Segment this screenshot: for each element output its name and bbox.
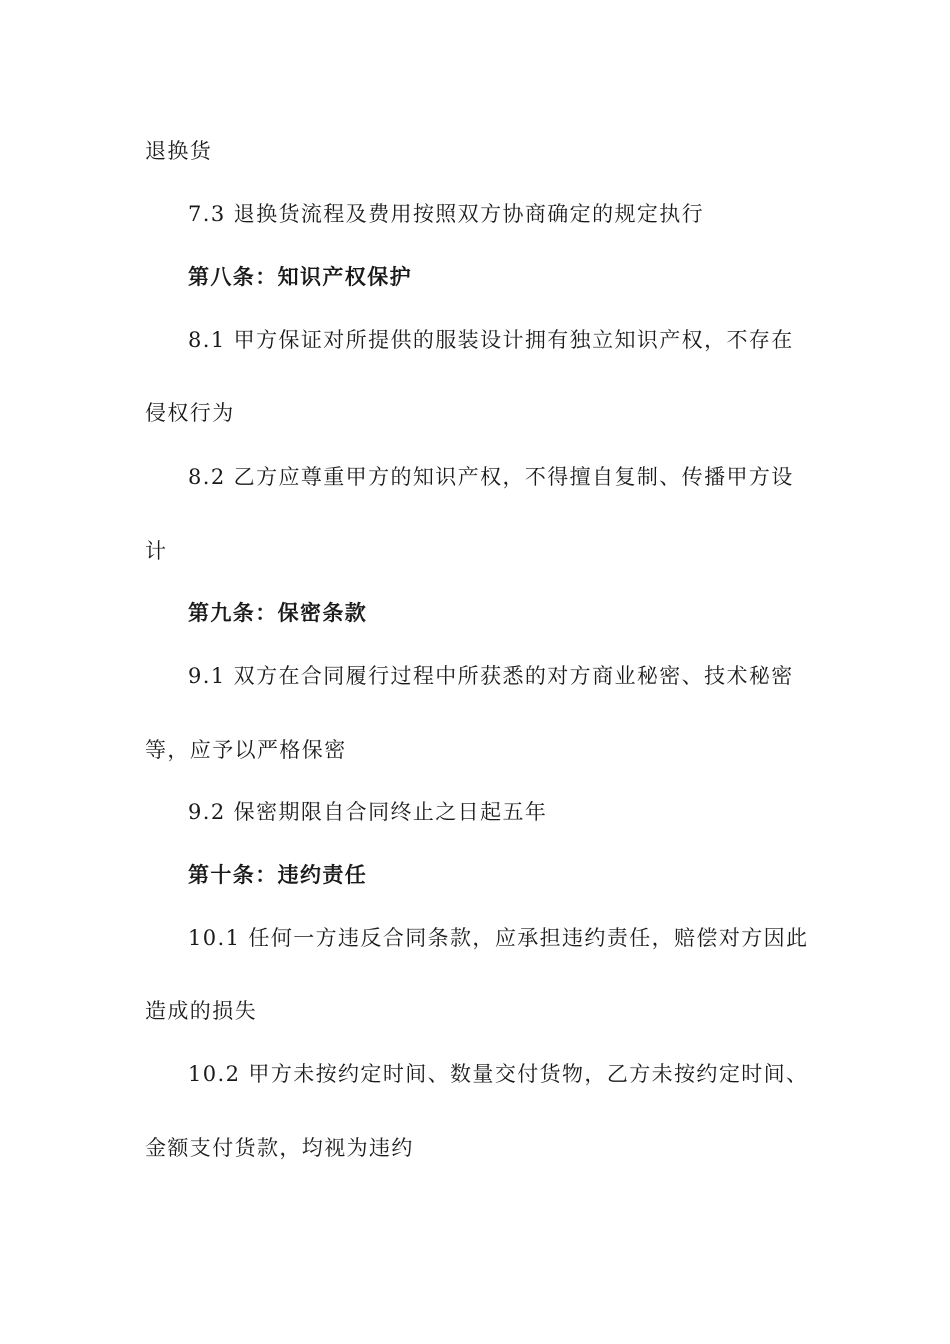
clause-10-2: 10.2 甲方未按约定时间、数量交付货物，乙方未按约定时间、 [188,1062,809,1086]
clause-8-1: 8.1 甲方保证对所提供的服装设计拥有独立知识产权，不存在 [188,328,794,352]
clause-10-2-continuation: 金额支付货款，均视为违约 [145,1136,414,1160]
clause-9-2: 9.2 保密期限自合同终止之日起五年 [188,800,548,824]
clause-9-1-continuation: 等，应予以严格保密 [145,738,347,762]
article-8-heading: 第八条：知识产权保护 [188,264,412,289]
article-9-heading: 第九条：保密条款 [188,600,368,625]
paragraph-continuation: 退换货 [145,139,213,163]
clause-10-1: 10.1 任何一方违反合同条款，应承担违约责任，赔偿对方因此 [188,926,809,950]
clause-9-1: 9.1 双方在合同履行过程中所获悉的对方商业秘密、技术秘密 [188,664,794,688]
article-10-heading: 第十条：违约责任 [188,862,368,887]
clause-8-2-continuation: 计 [145,539,168,563]
clause-10-1-continuation: 造成的损失 [145,999,257,1023]
clause-8-1-continuation: 侵权行为 [145,401,235,425]
clause-8-2: 8.2 乙方应尊重甲方的知识产权，不得擅自复制、传播甲方设 [188,465,794,489]
clause-7-3: 7.3 退换货流程及费用按照双方协商确定的规定执行 [188,202,705,226]
